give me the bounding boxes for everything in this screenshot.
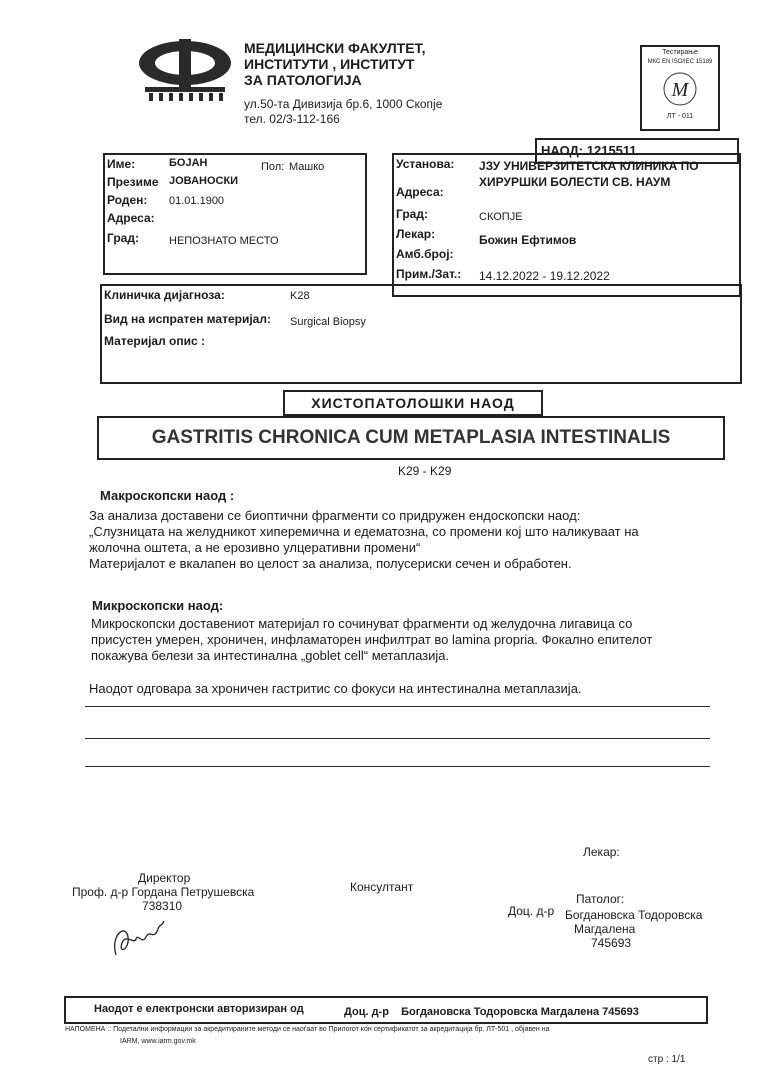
macro-line: „Слузницата на желудникот хиперемична и едематозна, со промени кој што наликуваат на bbox=[89, 524, 639, 539]
divider-line bbox=[85, 766, 710, 767]
patient-address-label: Адреса: bbox=[107, 211, 155, 225]
referring-inst-line-2: ХИРУРШКИ БОЛЕСТИ СВ. НАУМ bbox=[479, 175, 671, 189]
faculty-logo-icon bbox=[135, 35, 235, 105]
accreditation-stamp bbox=[640, 45, 720, 131]
authorized-prefix: Наодот е електронски авторизиран од bbox=[94, 1003, 304, 1015]
patient-box bbox=[103, 153, 367, 275]
referring-city: СКОПЈЕ bbox=[479, 211, 523, 223]
pathologist-name: Магдалена bbox=[574, 922, 636, 936]
director-id: 738310 bbox=[142, 899, 183, 913]
institution-line: ЗА ПАТОЛОГИЈА bbox=[244, 72, 362, 88]
patient-sex-label: Пол: bbox=[261, 161, 285, 173]
institution-line: МЕДИЦИНСКИ ФАКУЛТЕТ, bbox=[244, 40, 426, 56]
micro-line: покажува белези за интестинална „goblet cell“ метаплазија. bbox=[91, 648, 450, 663]
divider-line bbox=[85, 738, 710, 739]
divider-line bbox=[85, 706, 710, 707]
authorization-box bbox=[64, 996, 708, 1024]
accreditation-standard: МКС EN ISO/IEC 15189 bbox=[647, 59, 713, 65]
clinical-diagnosis: K28 bbox=[290, 290, 310, 302]
referring-doctor-label: Лекар: bbox=[396, 227, 436, 241]
institution-box bbox=[392, 153, 741, 297]
referring-city-label: Град: bbox=[396, 207, 428, 221]
macro-line: Материјалот е вкалапен во целост за анализа, полусериски сечен и обработен. bbox=[89, 556, 572, 571]
material-desc-label: Материјал опис : bbox=[104, 334, 205, 348]
patient-city: НЕПОЗНАТО МЕСТО bbox=[169, 235, 279, 247]
dates-label: Прим./Зат.: bbox=[396, 267, 462, 281]
referring-doctor: Божин Ефтимов bbox=[479, 233, 577, 247]
material-type: Surgical Biopsy bbox=[290, 316, 366, 328]
patient-born: 01.01.1900 bbox=[169, 195, 225, 207]
diagnosis-box bbox=[97, 416, 725, 460]
pathologist-prefix: Доц. д-р bbox=[508, 904, 555, 918]
patient-name-label: Име: bbox=[107, 157, 136, 171]
referring-inst-line-1: ЈЗУ УНИВЕРЗИТЕТСКА КЛИНИКА ПО bbox=[479, 159, 699, 173]
diagnosis-title: GASTRITIS CHRONICA CUM METAPLASIA INTESTINALIS bbox=[151, 427, 671, 448]
patient-sex: Машко bbox=[289, 161, 325, 173]
macro-text bbox=[89, 508, 729, 572]
director-signature-icon bbox=[108, 915, 168, 965]
svg-text:M: M bbox=[671, 79, 689, 101]
micro-line: присустен умерен, хроничен, инфламаторен инфилтрат во lamina propria. Фокално епителот bbox=[91, 632, 653, 647]
clinical-diagnosis-label: Клиничка дијагноза: bbox=[104, 288, 225, 302]
micro-title: Микроскопски наод: bbox=[92, 598, 224, 613]
institution-line: ИНСТИТУТИ , ИНСТИТУТ bbox=[244, 56, 415, 72]
institution-phone: тел. 02/3-112-166 bbox=[244, 112, 340, 126]
pathologist-id: 745693 bbox=[591, 936, 632, 950]
footer-note: IARM, www.iarm.gov.mk bbox=[120, 1038, 196, 1045]
diagnosis-code: K29 - K29 bbox=[398, 464, 452, 478]
footer-note: НАПОМЕНА :: Подетални информации за акредитираните методи се наоѓаат во Прилогот кон сертификатот за акредитација бр. ЛТ-501 , објавен на bbox=[65, 1026, 550, 1033]
macro-line: жолочна оштета, а не ерозивно улцеративни промени“ bbox=[89, 540, 421, 555]
conclusion: Наодот одговара за хроничен гастритис со фокуси на интестинална метаплазија. bbox=[89, 681, 582, 696]
consultant-label: Консултант bbox=[350, 880, 414, 894]
section-title-box bbox=[283, 390, 543, 416]
material-type-label: Вид на испратен материјал: bbox=[104, 312, 271, 326]
clinical-box bbox=[100, 284, 742, 384]
referring-address-label: Адреса: bbox=[396, 185, 444, 199]
patient-surname: ЈОВАНОСКИ bbox=[169, 175, 239, 187]
report-number: НАОД: 1215511 bbox=[541, 143, 637, 158]
institution-address: ул.50-та Дивизија бр.6, 1000 Скопје bbox=[244, 97, 443, 111]
director-name: Проф. д-р Гордана Петрушевска bbox=[72, 885, 255, 899]
referring-inst-label: Установа: bbox=[396, 157, 455, 171]
amb-number-label: Амб.број: bbox=[396, 247, 454, 261]
admission-dates: 14.12.2022 - 19.12.2022 bbox=[479, 269, 610, 283]
section-title: ХИСТОПАТОЛОШКИ НАОД bbox=[311, 395, 515, 411]
institution-name bbox=[244, 40, 426, 88]
micro-text bbox=[91, 616, 731, 664]
patient-surname-label: Презиме bbox=[107, 175, 159, 189]
patient-name: БОЈАН bbox=[169, 157, 208, 169]
page-number: стр : 1/1 bbox=[648, 1054, 686, 1065]
macro-title: Макроскопски наод : bbox=[100, 488, 235, 503]
accreditation-code: ЛТ - 011 bbox=[666, 113, 694, 120]
director-title: Директор bbox=[138, 871, 191, 885]
pathologist-label: Патолог: bbox=[576, 892, 625, 906]
authorized-by: Доц. д-р Богдановска Тодоровска Магдалена 745693 bbox=[344, 1006, 639, 1018]
micro-line: Микроскопски доставениот материјал го сочинуват фрагменти од желудочна лигавица со bbox=[91, 616, 633, 631]
macro-line: За анализа доставени се биоптични фрагменти со придружен ендоскопски наод: bbox=[89, 508, 581, 523]
pathologist-name: Богдановска Тодоровска bbox=[565, 908, 703, 922]
accreditation-mark-icon bbox=[662, 71, 698, 107]
doctor-label: Лекар: bbox=[583, 845, 620, 859]
accreditation-top: Тестирање bbox=[662, 49, 698, 56]
patient-city-label: Град: bbox=[107, 231, 139, 245]
patient-born-label: Роден: bbox=[107, 193, 148, 207]
